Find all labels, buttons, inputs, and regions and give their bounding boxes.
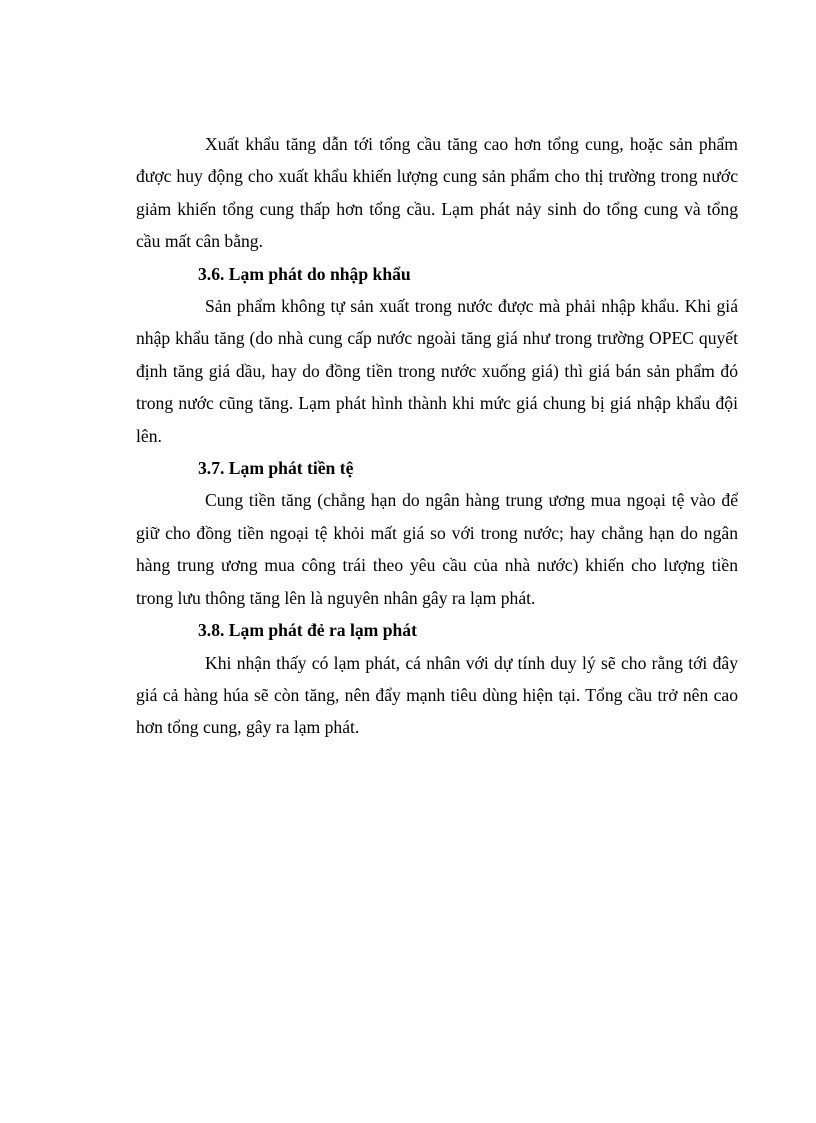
paragraph-inflation-begets-inflation: Khi nhận thấy có lạm phát, cá nhân với dự tính duy lý sẽ cho rằng tới đây giá cả hàng húa sẽ còn tăng, nên đẩy mạnh tiêu dùng hiện tại. Tổng cầu trở nên cao hơn tổng cung, gây ra lạm phát. [136,652,738,738]
document-body [136,128,738,744]
heading-3-7-monetary-inflation: 3.7. Lạm phát tiền tệ [198,458,354,479]
paragraph-monetary-inflation: Cung tiền tăng (chẳng hạn do ngân hàng trung ương mua ngoại tệ vào để giữ cho đồng tiền ngoại tệ khỏi mất giá so với trong nước; hay chẳng hạn do ngân hàng trung ương mua công trái theo yêu cầu của nhà nước) khiến cho lượng tiền trong lưu thông tăng lên là nguyên nhân gây ra lạm phát. [136,490,738,608]
heading-3-6-import-inflation: 3.6. Lạm phát do nhập khẩu [198,263,411,284]
paragraph-import-inflation: Sản phẩm không tự sản xuất trong nước được mà phải nhập khẩu. Khi giá nhập khẩu tăng (do nhà cung cấp nước ngoài tăng giá như trong trường OPEC quyết định tăng giá dầu, hay do đồng tiền trong nước xuống giá) thì giá bán sản phẩm đó trong nước cũng tăng. Lạm phát hình thành khi mức giá chung bị giá nhập khẩu đội lên. [136,296,738,446]
paragraph-export-demand: Xuất khẩu tăng dẫn tới tổng cầu tăng cao hơn tổng cung, hoặc sản phẩm được huy động cho xuất khẩu khiến lượng cung sản phẩm cho thị trường trong nước giảm khiến tổng cung thấp hơn tổng cầu. Lạm phát nảy sinh do tổng cung và tổng cầu mất cân bằng. [136,134,738,252]
heading-3-8-inflation-begets-inflation: 3.8. Lạm phát đẻ ra lạm phát [198,620,417,641]
